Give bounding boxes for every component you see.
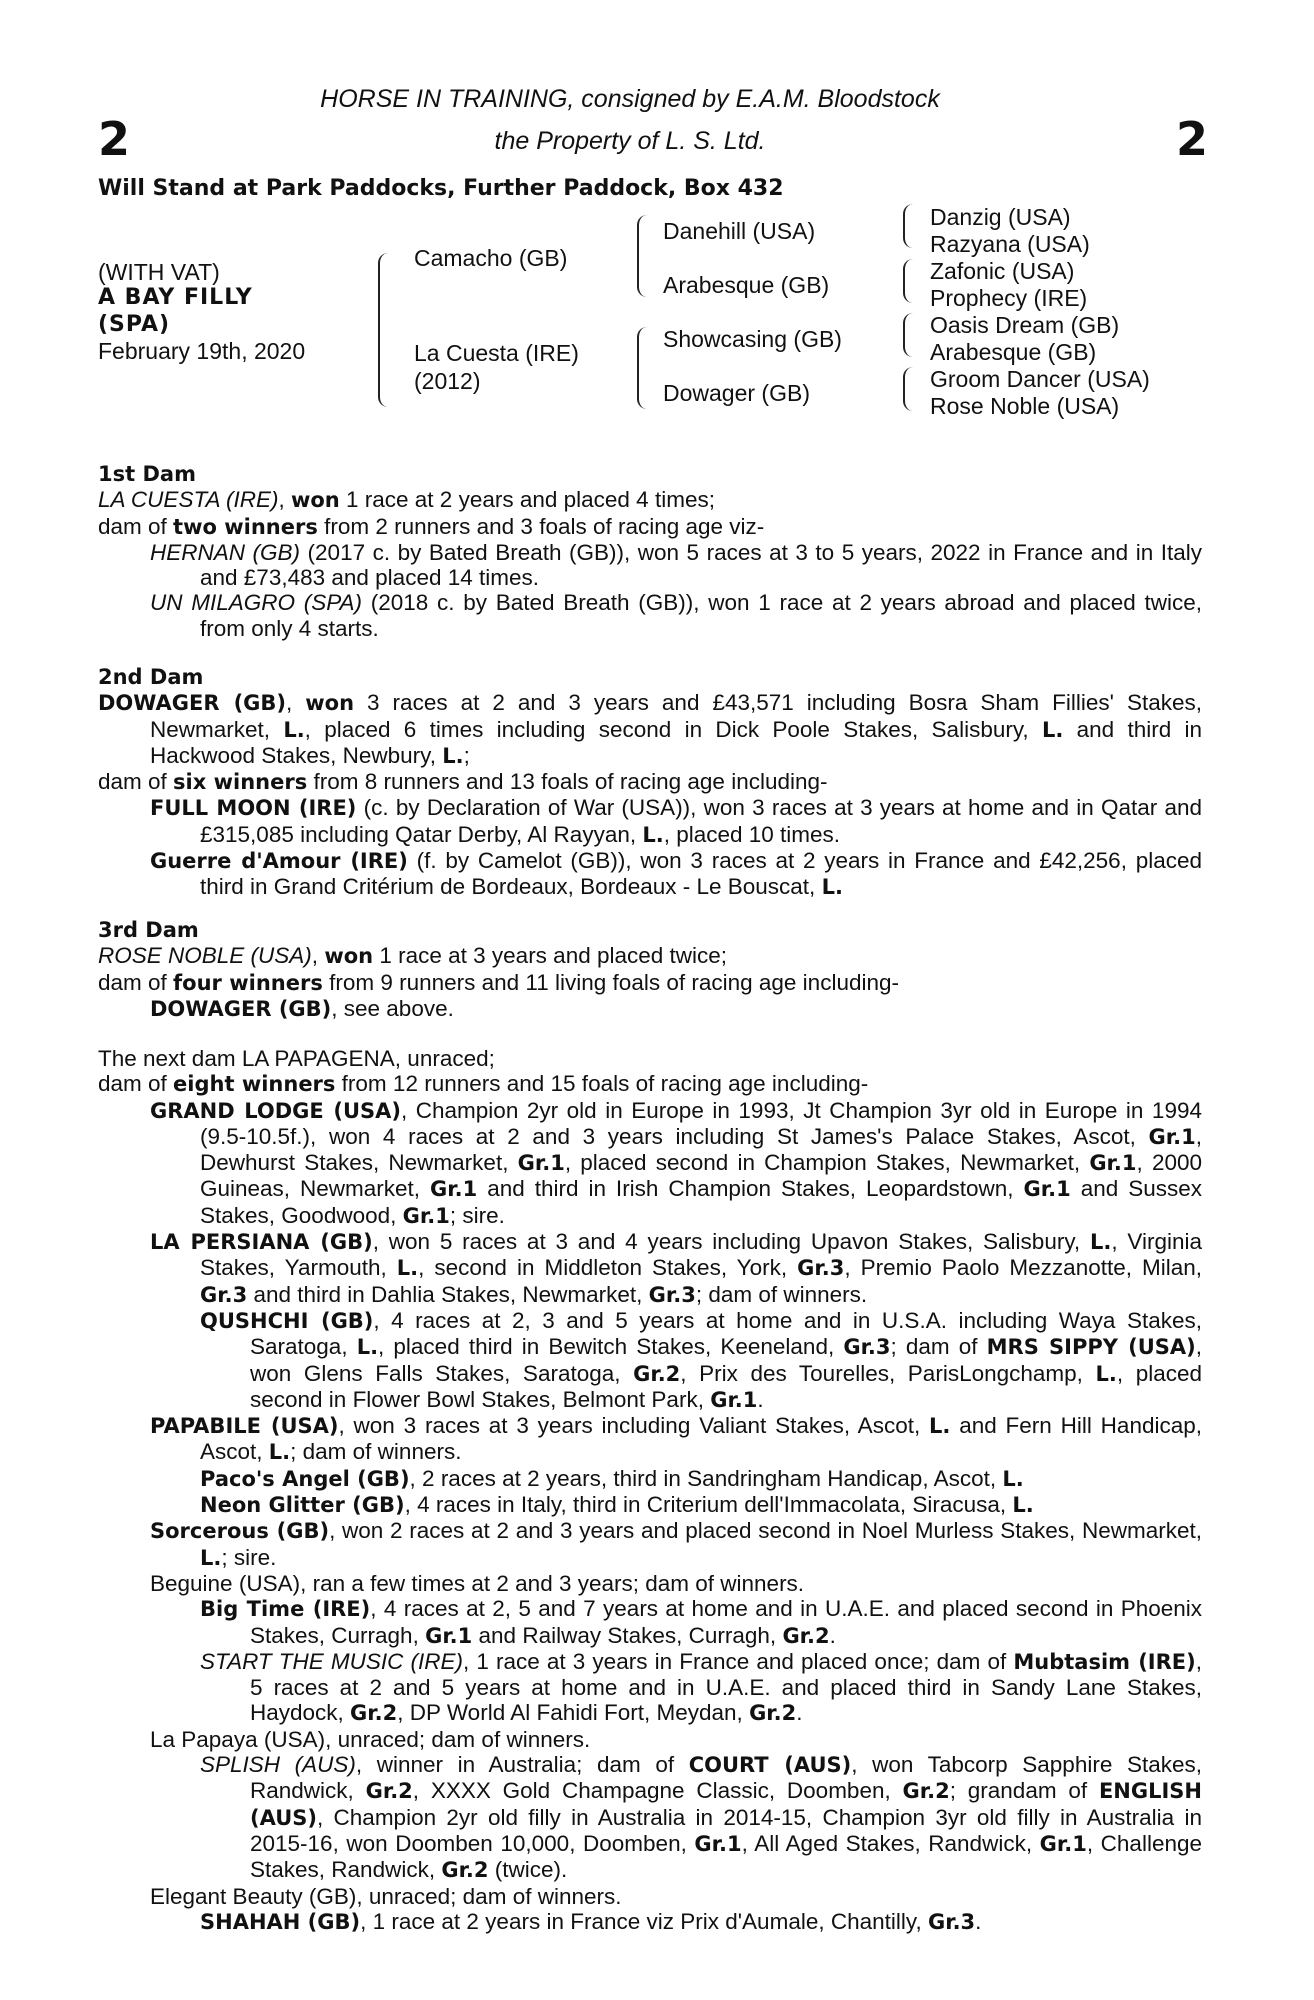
section-third-dam [98, 918, 1202, 1022]
pedigree-entry: dam of two winners from 2 runners and 3 foals of racing age viz- [98, 513, 765, 539]
horse-origin: (SPA) [98, 312, 171, 337]
pedigree-entry: Big Time (IRE), 4 races at 2, 5 and 7 years at home and in U.A.E. and placed second in Phoenix Stakes, Curragh, Gr.1 and Railway Stakes, Curragh, Gr.2. [200, 1596, 1203, 1648]
property-line: the Property of L. S. Ltd. [494, 127, 766, 155]
ancestor-3: Zafonic (USA) [930, 258, 1075, 284]
pedigree-entry: SPLISH (AUS), winner in Australia; dam of COURT (AUS), won Tabcorp Sapphire Stakes, Randwick, Gr.2, XXXX Gold Champagne Classic, Doomben, Gr.2; grandam of ENGLISH (AUS), Champion 2yr old filly in Australia in 2014-15, Champion 3yr old filly in Australia in 2015-16, won Doomben 10,000, Doomben, Gr.1, All Aged Stakes, Randwick, Gr.1, Challenge Stakes, Randwick, Gr.2 (twice). [200, 1752, 1202, 1883]
pedigree-entry: Sorcerous (GB), won 2 races at 2 and 3 years and placed second in Noel Murless Stakes, Newmarket, L.; sire. [150, 1518, 1202, 1570]
pedigree-entry: Neon Glitter (GB), 4 races in Italy, third in Criterium dell'Immacolata, Siracusa, L. [200, 1492, 1034, 1518]
section-heading: 1st Dam [98, 462, 196, 486]
pedigree-brace-dam [637, 327, 647, 409]
pedigree-entry: DOWAGER (GB), won 3 races at 2 and 3 years and £43,571 including Bosra Sham Fillies' Stakes, Newmarket, L., placed 6 times including second in Dick Poole Stakes, Salisbury, L. and third in Hackwood Stakes, Newbury, L.; [98, 690, 1203, 768]
pedigree-brace-g4 [903, 367, 913, 411]
pedigree-brace-g2 [903, 259, 913, 303]
pedigree-entry: FULL MOON (IRE) (c. by Declaration of War (USA)), won 3 races at 3 years at home and in Qatar and £315,085 including Qatar Derby, Al Rayyan, L., placed 10 times. [150, 795, 1203, 847]
ancestor-7: Groom Dancer (USA) [930, 366, 1150, 392]
pedigree-entry: DOWAGER (GB), see above. [150, 995, 454, 1021]
section-next-dam [98, 1046, 1202, 1935]
pedigree-entry: LA PERSIANA (GB), won 5 races at 3 and 4 years including Upavon Stakes, Salisbury, L., Virginia Stakes, Yarmouth, L., second in Middleton Stakes, York, Gr.3, Premio Paolo Mezzanotte, Milan, Gr.3 and third in Dahlia Stakes, Newmarket, Gr.3; dam of winners. [150, 1229, 1203, 1307]
lot-number-left: 2 [98, 112, 131, 166]
pedigree-brace-g3 [903, 313, 913, 357]
pedigree-entry: Guerre d'Amour (IRE) (f. by Camelot (GB)), won 3 races at 2 years in France and £42,256, placed third in Grand Critérium de Bordeaux, Bordeaux - Le Bouscat, L. [150, 848, 1202, 900]
pedigree-entry: Beguine (USA), ran a few times at 2 and 3 years; dam of winners. [150, 1570, 805, 1596]
pedigree-entry: Elegant Beauty (GB), unraced; dam of winners. [150, 1883, 622, 1909]
horse-name: A BAY FILLY [98, 285, 253, 310]
section-first-dam [98, 462, 1202, 641]
ancestor-2: Razyana (USA) [930, 231, 1090, 257]
pedigree-entry: GRAND LODGE (USA), Champion 2yr old in Europe in 1993, Jt Champion 3yr old in Europe in 1994 (9.5-10.5f.), won 4 races at 2 and 3 years including St James's Palace Stakes, Ascot, Gr.1, Dewhurst Stakes, Newmarket, Gr.1, placed second in Champion Stakes, Newmarket, Gr.1, 2000 Guineas, Newmarket, Gr.1 and third in Irish Champion Stakes, Leopardstown, Gr.1 and Sussex Stakes, Goodwood, Gr.1; sire. [150, 1097, 1202, 1228]
pedigree-entry: La Papaya (USA), unraced; dam of winners. [150, 1726, 591, 1752]
pedigree-brace-gen1 [378, 253, 388, 407]
dam-sire-name: Showcasing (GB) [663, 326, 842, 352]
dam-name: La Cuesta (IRE) [414, 340, 579, 366]
pedigree-entry: dam of six winners from 8 runners and 13 foals of racing age including- [98, 769, 828, 795]
section-heading: 2nd Dam [98, 665, 204, 689]
ancestor-6: Arabesque (GB) [930, 339, 1097, 365]
pedigree-entry: PAPABILE (USA), won 3 races at 3 years including Valiant Stakes, Ascot, L. and Fern Hill Handicap, Ascot, L.; dam of winners. [150, 1413, 1202, 1465]
ancestor-8: Rose Noble (USA) [930, 393, 1120, 419]
sire-sire-name: Danehill (USA) [663, 218, 816, 244]
ancestor-4: Prophecy (IRE) [930, 285, 1088, 311]
pedigree-brace-g1 [903, 204, 913, 248]
pedigree-entry: HERNAN (GB) (2017 c. by Bated Breath (GB)), won 5 races at 3 to 5 years, 2022 in France and in Italy and £73,483 and placed 14 times. [150, 539, 1202, 591]
vat-note: (WITH VAT) [98, 259, 220, 285]
pedigree-entry: dam of eight winners from 12 runners and 15 foals of racing age including- [98, 1071, 869, 1097]
foaling-date: February 19th, 2020 [98, 338, 306, 364]
pedigree-entry: dam of four winners from 9 runners and 11 living foals of racing age including- [98, 969, 899, 995]
pedigree-entry: UN MILAGRO (SPA) (2018 c. by Bated Breath (GB)), won 1 race at 2 years abroad and placed twice, from only 4 starts. [150, 590, 1202, 641]
dam-dam-name: Dowager (GB) [663, 380, 810, 406]
pedigree-entry: ROSE NOBLE (USA), won 1 race at 3 years and placed twice; [98, 943, 728, 969]
sire-name: Camacho (GB) [414, 245, 568, 271]
stand-location: Will Stand at Park Paddocks, Further Paddock, Box 432 [98, 176, 784, 201]
pedigree-entry: SHAHAH (GB), 1 race at 2 years in France viz Prix d'Aumale, Chantilly, Gr.3. [200, 1908, 982, 1934]
lot-number-right: 2 [1176, 112, 1209, 166]
pedigree-entry: LA CUESTA (IRE), won 1 race at 2 years and placed 4 times; [98, 487, 715, 513]
ancestor-5: Oasis Dream (GB) [930, 312, 1120, 338]
section-heading: 3rd Dam [98, 918, 199, 942]
pedigree-brace-sire [637, 215, 647, 297]
pedigree-entry: START THE MUSIC (IRE), 1 race at 3 years in France and placed once; dam of Mubtasim (IRE), 5 races at 2 and 5 years at home and in U.A.E. and placed third in Sandy Lane Stakes, Haydock, Gr.2, DP World Al Fahidi Fort, Meydan, Gr.2. [200, 1648, 1202, 1726]
pedigree-entry: The next dam LA PAPAGENA, unraced; [98, 1046, 495, 1071]
consignor-line: HORSE IN TRAINING, consigned by E.A.M. Bloodstock [320, 85, 940, 113]
pedigree-entry: QUSHCHI (GB), 4 races at 2, 3 and 5 years at home and in U.S.A. including Waya Stakes, Saratoga, L., placed third in Bewitch Stakes, Keeneland, Gr.3; dam of MRS SIPPY (USA), won Glens Falls Stakes, Saratoga, Gr.2, Prix des Tourelles, ParisLongchamp, L., placed second in Flower Bowl Stakes, Belmont Park, Gr.1. [200, 1307, 1203, 1412]
dam-year: (2012) [414, 368, 481, 394]
ancestor-1: Danzig (USA) [930, 204, 1071, 230]
section-second-dam [98, 665, 1202, 901]
sire-dam-name: Arabesque (GB) [663, 272, 830, 298]
pedigree-entry: Paco's Angel (GB), 2 races at 2 years, third in Sandringham Handicap, Ascot, L. [200, 1465, 1024, 1491]
